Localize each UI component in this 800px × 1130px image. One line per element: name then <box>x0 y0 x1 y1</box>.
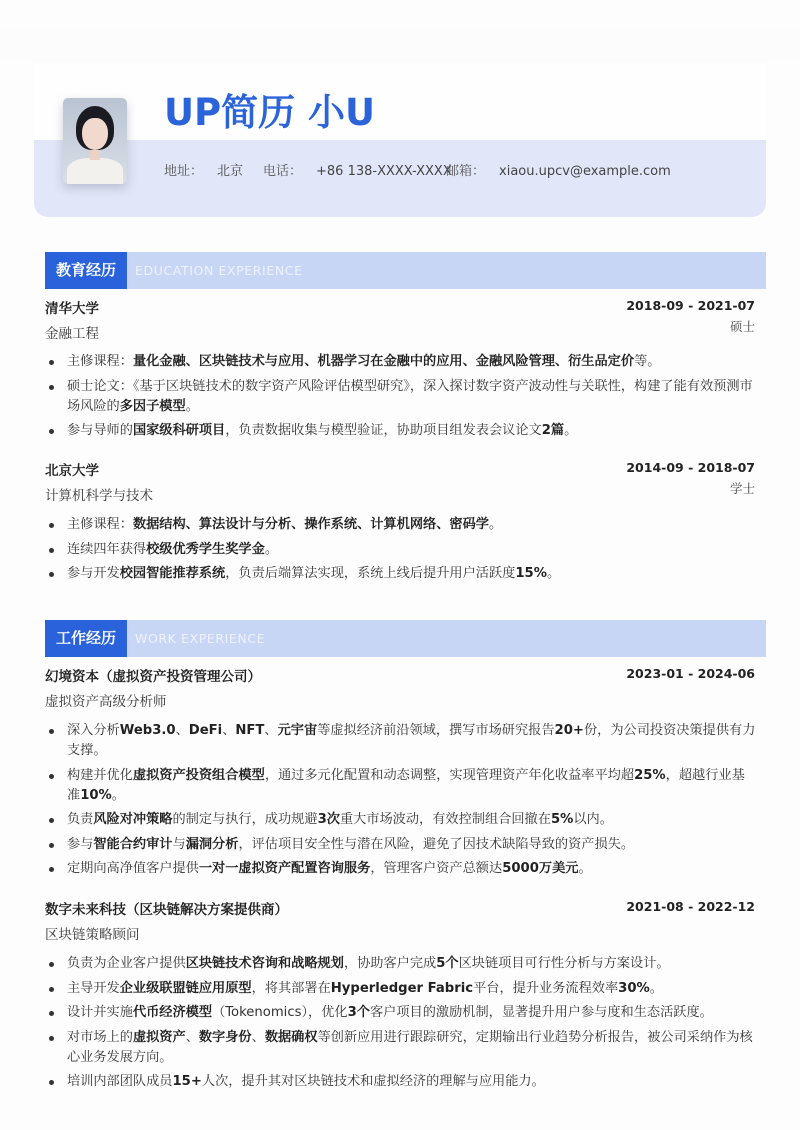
candidate-name: UP简历 小U <box>164 91 376 134</box>
header-top <box>34 62 766 140</box>
school-name: 北京大学 <box>45 463 99 479</box>
work-title-en: WORK EXPERIENCE <box>135 631 266 646</box>
address-value: 北京 <box>217 164 244 179</box>
bullet-item: 主修课程：数据结构、算法设计与分析、操作系统、计算机网络、密码学。 <box>45 515 757 535</box>
education-degree: 硕士 <box>729 319 755 334</box>
address-label: 地址： <box>164 164 204 179</box>
bullet-item: 对市场上的虚拟资产、数字身份、数据确权等创新应用进行跟踪研究，定期输出行业趋势分析报告，被公司采纳作为核心业务发展方向。 <box>45 1028 757 1068</box>
education-dates: 2014-09 - 2018-07 <box>626 460 755 475</box>
education-bullets <box>45 352 757 446</box>
work-dates: 2021-08 - 2022-12 <box>626 899 755 914</box>
school-name: 清华大学 <box>45 301 99 317</box>
work-section-header <box>45 620 766 657</box>
work-bullets <box>45 721 757 884</box>
portrait-photo <box>63 98 127 184</box>
education-title-cn: 教育经历 <box>45 252 127 289</box>
company-name: 幻境资本（虚拟资产投资管理公司） <box>45 669 261 685</box>
bullet-item: 参与导师的国家级科研项目，负责数据收集与模型验证，协助项目组发表会议论文2篇。 <box>45 421 757 441</box>
contact-email <box>446 163 671 181</box>
work-bullets <box>45 954 757 1097</box>
bullet-item: 负责风险对冲策略的制定与执行，成功规避3次重大市场波动，有效控制组合回撤在5%以内。 <box>45 810 757 830</box>
education-title-en: EDUCATION EXPERIENCE <box>135 263 303 278</box>
bullet-item: 构建并优化虚拟资产投资组合模型，通过多元化配置和动态调整，实现管理资产年化收益率平均超25%，超越行业基准10%。 <box>45 766 757 806</box>
education-bullets <box>45 515 757 589</box>
work-dates: 2023-01 - 2024-06 <box>626 666 755 681</box>
bullet-item: 深入分析Web3.0、DeFi、NFT、元宇宙等虚拟经济前沿领域，撰写市场研究报告20+份，为公司投资决策提供有力支撑。 <box>45 721 757 761</box>
bullet-item: 负责为企业客户提供区块链技术咨询和战略规划，协助客户完成5个区块链项目可行性分析与方案设计。 <box>45 954 757 974</box>
email-label: 邮箱： <box>446 164 486 179</box>
work-title-cn: 工作经历 <box>45 620 127 657</box>
resume-header <box>34 62 766 217</box>
bullet-item: 培训内部团队成员15+人次，提升其对区块链技术和虚拟经济的理解与应用能力。 <box>45 1072 757 1092</box>
contact-phone <box>263 163 452 181</box>
bullet-item: 定期向高净值客户提供一对一虚拟资产配置咨询服务，管理客户资产总额达5000万美元。 <box>45 859 757 879</box>
bullet-item: 参与智能合约审计与漏洞分析，评估项目安全性与潜在风险，避免了因技术缺陷导致的资产损失。 <box>45 835 757 855</box>
bullet-item: 连续四年获得校级优秀学生奖学金。 <box>45 540 757 560</box>
job-role: 虚拟资产高级分析师 <box>45 694 167 710</box>
job-role: 区块链策略顾问 <box>45 927 140 943</box>
contact-address <box>164 163 243 181</box>
bullet-item: 主修课程：量化金融、区块链技术与应用、机器学习在金融中的应用、金融风险管理、衍生品定价等。 <box>45 352 757 372</box>
education-major: 金融工程 <box>45 326 99 342</box>
phone-label: 电话： <box>263 164 303 179</box>
education-major: 计算机科学与技术 <box>45 488 153 504</box>
bullet-item: 主导开发企业级联盟链应用原型，将其部署在Hyperledger Fabric平台，提升业务流程效率30%。 <box>45 979 757 999</box>
top-band <box>0 30 800 62</box>
education-section-header <box>45 252 766 289</box>
bullet-item: 硕士论文：《基于区块链技术的数字资产风险评估模型研究》，深入探讨数字资产波动性与关联性，构建了能有效预测市场风险的多因子模型。 <box>45 377 757 417</box>
bullet-item: 设计并实施代币经济模型（Tokenomics），优化3个客户项目的激励机制，显著提升用户参与度和生态活跃度。 <box>45 1003 757 1023</box>
education-dates: 2018-09 - 2021-07 <box>626 298 755 313</box>
email-value[interactable]: xiaou.upcv@example.com <box>499 164 671 179</box>
bullet-item: 参与开发校园智能推荐系统，负责后端算法实现，系统上线后提升用户活跃度15%。 <box>45 564 757 584</box>
company-name: 数字未来科技（区块链解决方案提供商） <box>45 902 288 918</box>
phone-value: +86 138-XXXX-XXXX <box>316 164 452 179</box>
education-degree: 学士 <box>729 481 755 496</box>
